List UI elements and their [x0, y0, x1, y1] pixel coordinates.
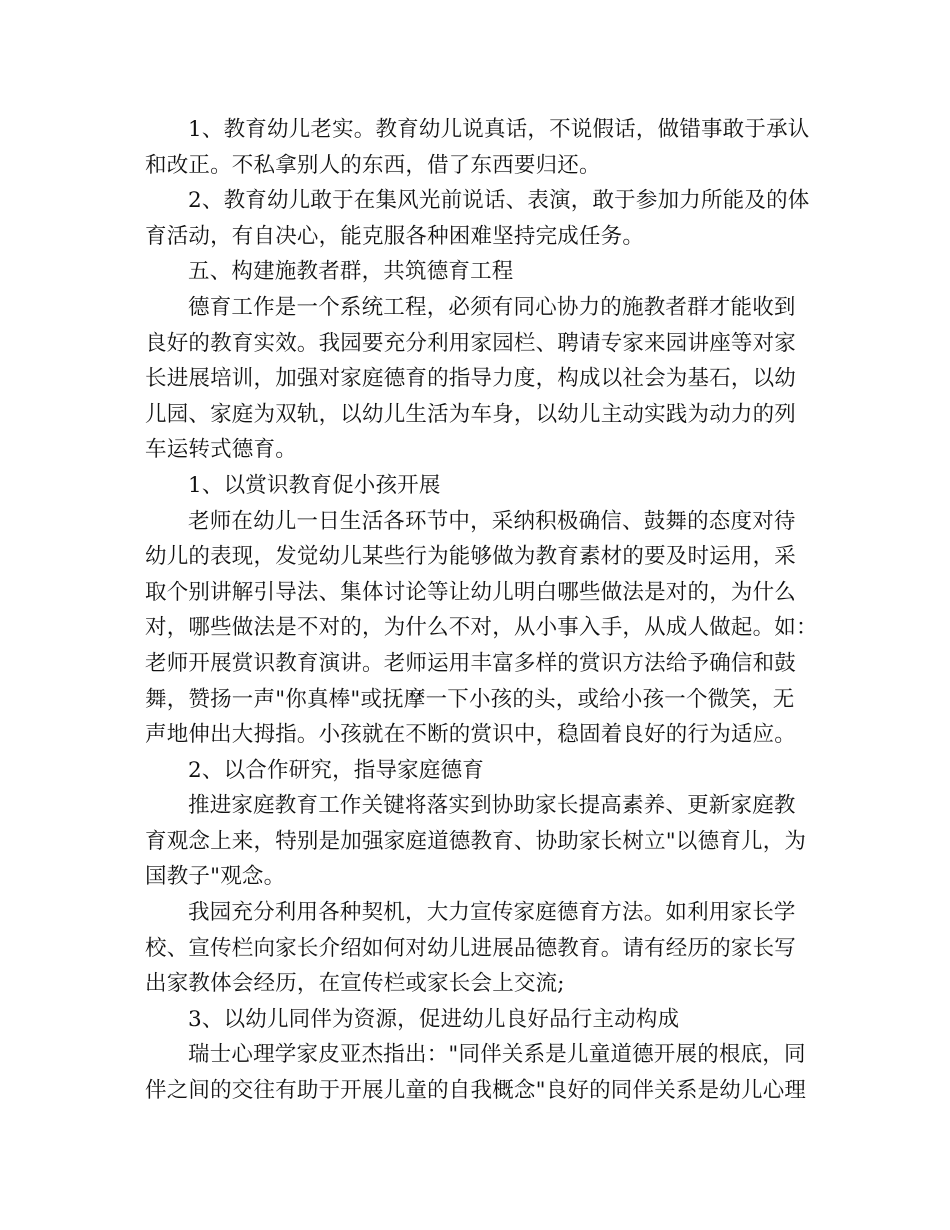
text-line: 国教子"观念。 [145, 864, 286, 890]
text-line: 出家教体会经历，在宣传栏或家长会上交流; [145, 971, 565, 997]
text-line: 老师在幼儿一日生活各环节中，采纳积极确信、鼓舞的态度对待 [188, 508, 796, 534]
text-line: 1、教育幼儿老实。教育幼儿说真话，不说假话，做错事敢于承认 [188, 117, 810, 142]
text-line: 幼儿的表现，发觉幼儿某些行为能够做为教育素材的要及时运用，采 [145, 544, 797, 570]
text-line: 育观念上来，特别是加强家庭道德教育、协助家长树立"以德育儿，为 [145, 828, 807, 854]
text-line: 长进展培训，加强对家庭德育的指导力度，构成以社会为基石，以幼 [145, 366, 797, 392]
text-line: 舞，赞扬一声"你真棒"或抚摩一下小孩的头，或给小孩一个微笑，无 [145, 686, 795, 712]
text-line: 对，哪些做法是不对的，为什么不对，从小事入手，从成人做起。如： [145, 615, 818, 641]
text-line: 声地伸出大拇指。小孩就在不断的赏识中，稳固着良好的行为适应。 [145, 722, 797, 748]
subsection-heading: 1、以赏识教育促小孩开展 [188, 472, 441, 498]
text-line: 和改正。不私拿别人的东西，借了东西要归还。 [145, 152, 601, 178]
text-line: 老师开展赏识教育演讲。老师运用丰富多样的赏识方法给予确信和鼓 [145, 650, 797, 676]
subsection-heading: 3、以幼儿同伴为资源，促进幼儿良好品行主动构成 [188, 1006, 680, 1032]
text-line: 育活动，有自决心，能克服各种困难坚持完成任务。 [145, 223, 645, 249]
text-line: 儿园、家庭为双轨，以幼儿生活为车身，以幼儿主动实践为动力的列 [145, 401, 797, 427]
text-line: 伴之间的交往有助于开展儿童的自我概念"良好的同伴关系是幼儿心理 [145, 1078, 807, 1104]
text-line: 瑞士心理学家皮亚杰指出："同伴关系是儿童道德开展的根底，同 [188, 1042, 806, 1068]
subsection-heading: 2、以合作研究，指导家庭德育 [188, 757, 484, 783]
text-line: 德育工作是一个系统工程，必须有同心协力的施教者群才能收到 [188, 294, 796, 320]
text-line: 推进家庭教育工作关键将落实到协助家长提高素养、更新家庭教 [188, 793, 796, 819]
text-line: 车运转式德育。 [145, 437, 297, 463]
document-body [145, 112, 818, 1109]
text-line: 我园充分利用各种契机，大力宣传家庭德育方法。如利用家长学 [188, 900, 796, 926]
text-line: 2、教育幼儿敢于在集风光前说话、表演，敢于参加力所能及的体 [188, 188, 810, 214]
section-heading: 五、构建施教者群，共筑德育工程 [188, 259, 514, 285]
text-line: 校、宣传栏向家长介绍如何对幼儿进展品德教育。请有经历的家长写 [145, 935, 797, 961]
text-line: 取个别讲解引导法、集体讨论等让幼儿明白哪些做法是对的，为什么 [145, 579, 797, 605]
text-line: 良好的教育实效。我园要充分利用家园栏、聘请专家来园讲座等对家 [145, 330, 797, 356]
